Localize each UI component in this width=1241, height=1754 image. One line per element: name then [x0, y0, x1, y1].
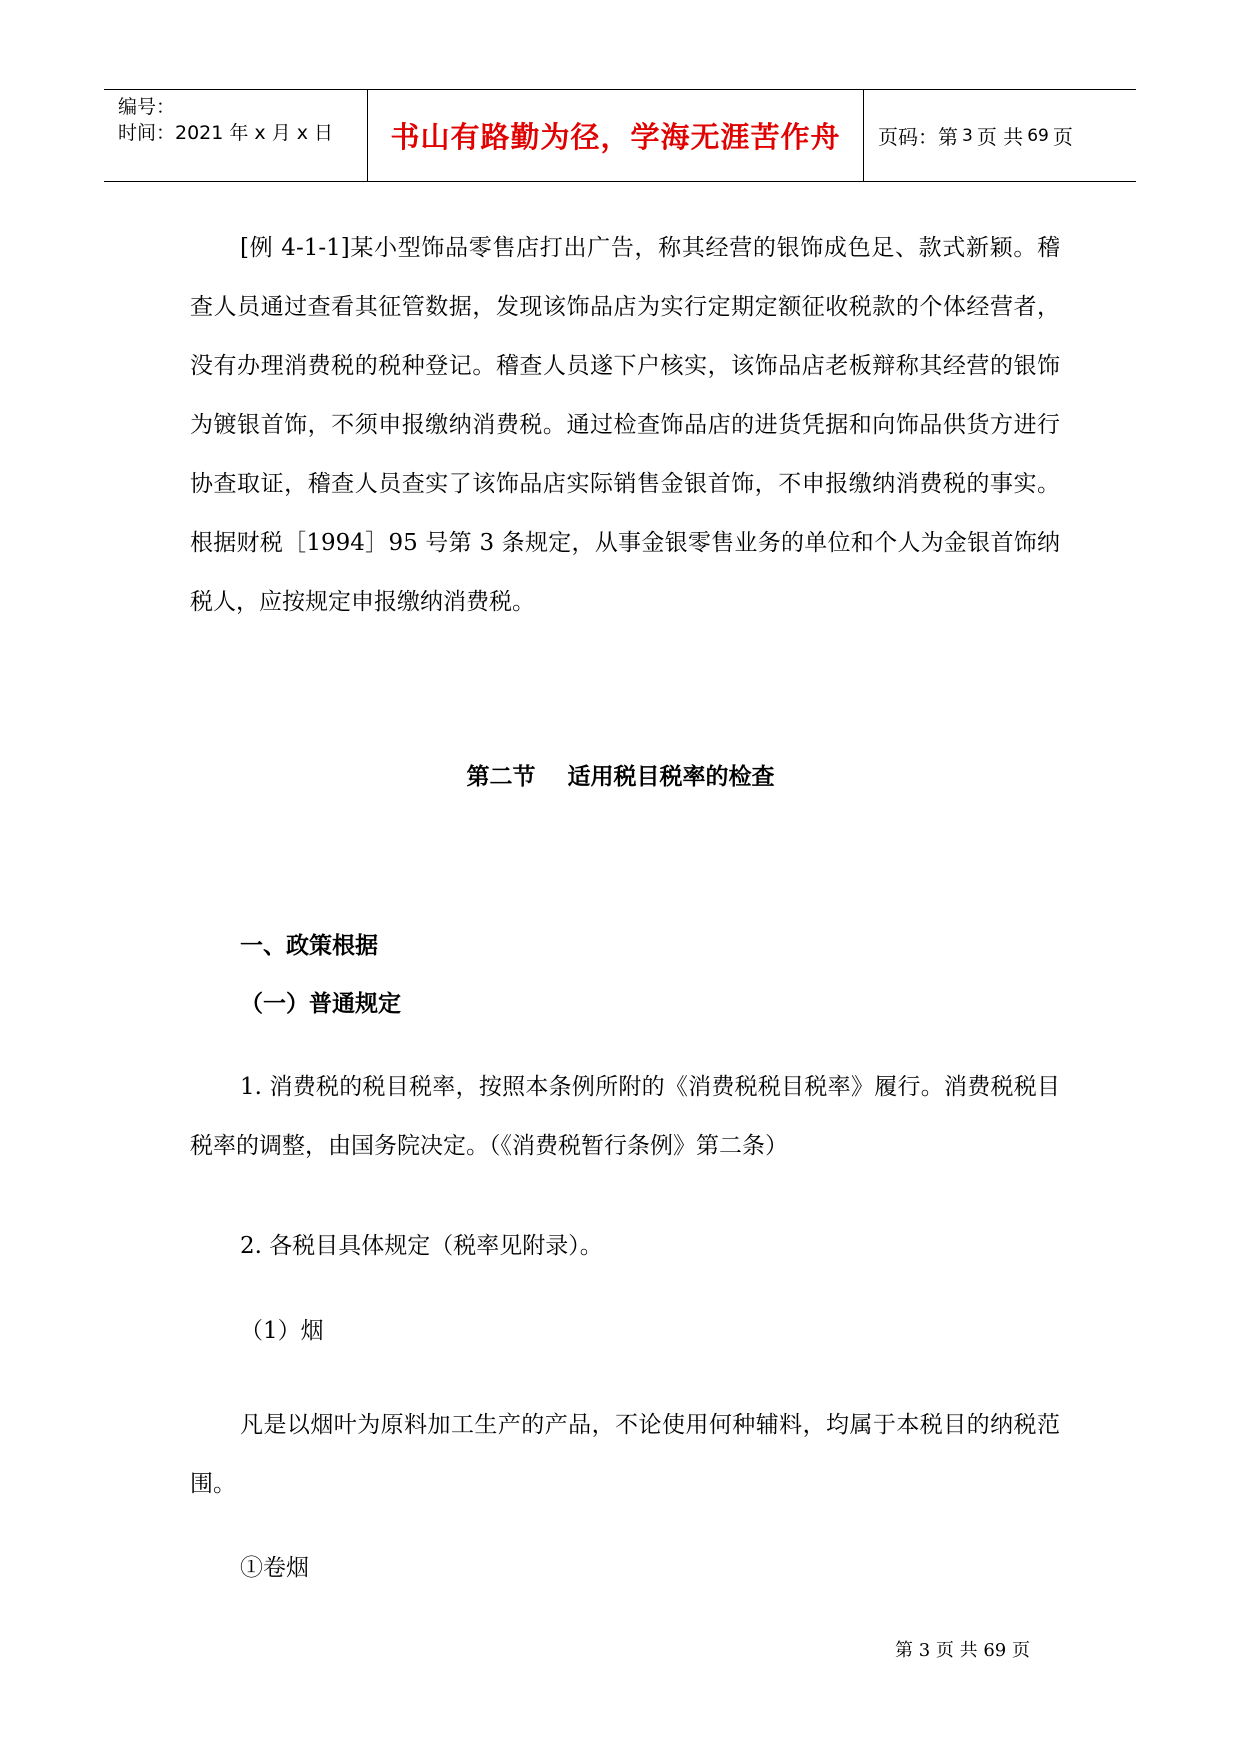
- item-1-paragraph: 1. 消费税的税目税率，按照本条例所附的《消费税税目税率》履行。消费税税目税率的调整，由国务院决定。（《消费税暂行条例》第二条）: [190, 1074, 1060, 1159]
- sub-heading-tobacco: （1）烟: [240, 1318, 324, 1344]
- item-2-paragraph: 2. 各税目具体规定（税率见附录）。: [240, 1233, 603, 1259]
- example-paragraph: [例 4-1-1]某小型饰品零售店打出广告，称其经营的银饰成色足、款式新颖。稽查人员通过查看其征管数据，发现该饰品店为实行定期定额征收税款的个体经营者，没有办理消费税的税种登记。稽查人员遂下户核实，该饰品店老板辩称其经营的银饰为镀银首饰，不须申报缴纳消费税。通过检查饰品店的进货凭据和向饰品供货方进行协查取证，稽查人员查实了该饰品店实际销售金银首饰，不申报缴纳消费税的事实。根据财税［1994］95 号第 3 条规定，从事金银零售业务的单位和个人为金银首饰纳税人，应按规定申报缴纳消费税。: [190, 235, 1060, 615]
- heading-policy-basis: 一、政策根据: [240, 933, 378, 959]
- sub-item-cigarette: ①卷烟: [240, 1555, 309, 1581]
- header-page-indicator: [864, 90, 1136, 181]
- header-motto: 书山有路勤为径，学海无涯苦作舟: [368, 90, 864, 181]
- page-header: [104, 89, 1136, 182]
- page-total: 69: [1027, 125, 1049, 146]
- page-footer: 第 3 页 共 69 页: [895, 1640, 1030, 1661]
- document-number-label: 编号：: [118, 96, 176, 118]
- document-time-label: 时间：2021 年 x 月 x 日: [118, 122, 334, 144]
- page-mid: 页 共: [976, 125, 1024, 149]
- tobacco-scope-paragraph: 凡是以烟叶为原料加工生产的产品，不论使用何种辅料，均属于本税目的纳税范围。: [190, 1412, 1060, 1497]
- section-title: 第二节 适用税目税率的检查: [466, 764, 775, 790]
- page-prefix: 页码：第: [878, 125, 958, 149]
- heading-general-rules: （一）普通规定: [240, 991, 401, 1017]
- page-suffix: 页: [1052, 125, 1073, 149]
- header-meta: [104, 90, 368, 181]
- page-current: 3: [962, 125, 973, 146]
